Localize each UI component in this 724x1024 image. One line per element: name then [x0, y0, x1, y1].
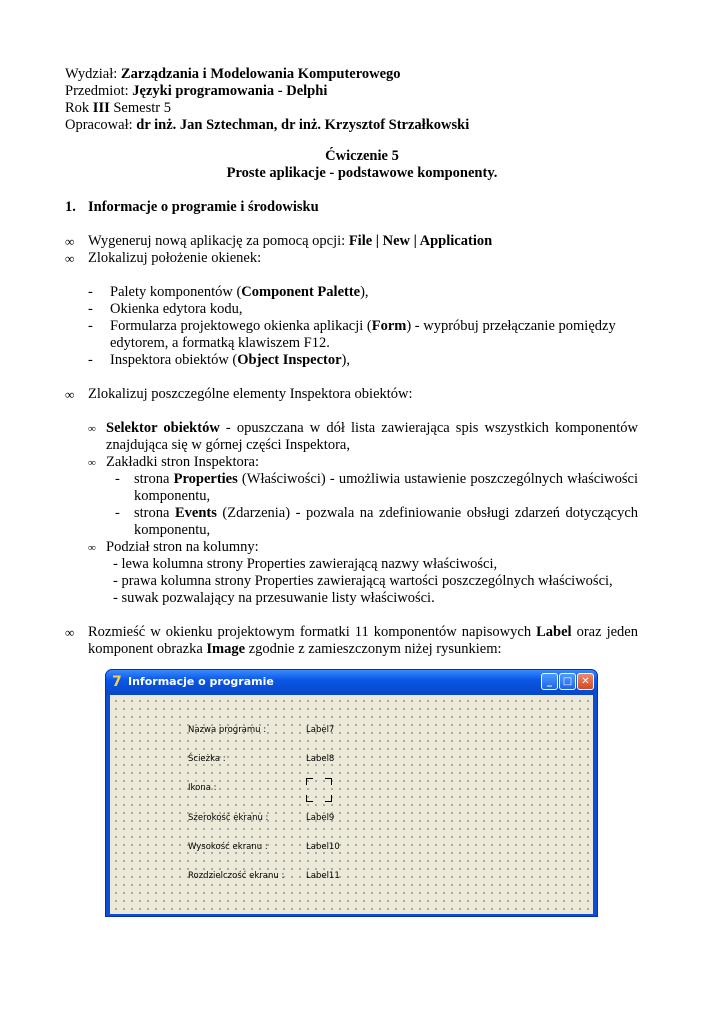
form-window-screenshot	[105, 669, 598, 917]
tabs-title: Zakładki stron Inspektora:	[106, 454, 260, 470]
subject-label: Przedmiot:	[65, 83, 133, 99]
bullet-icon: ∞	[65, 234, 75, 249]
subject-value: Języki programowania - Delphi	[132, 83, 328, 99]
faculty-line	[65, 66, 401, 83]
label-screen-height[interactable]: Wysokość ekranu :	[188, 842, 268, 852]
dash-marker: -	[88, 352, 93, 368]
bullet-icon: ∞	[65, 251, 75, 266]
bullet-icon: ∞	[88, 542, 96, 554]
form-titlebar[interactable]	[106, 670, 597, 695]
section-number: 1.	[65, 199, 76, 215]
dash-marker: -	[88, 284, 93, 300]
column-left: - lewa kolumna strony Properties zawierającą nazwy właściwości,	[113, 556, 498, 572]
label11[interactable]: Label11	[306, 871, 340, 881]
inspector-intro: Zlokalizuj poszczególne elementy Inspektora obiektów:	[88, 386, 413, 402]
maximize-button[interactable]: □	[559, 673, 576, 690]
label-program-name[interactable]: Nazwa programu :	[188, 725, 267, 735]
tab-properties-description: strona Properties (Właściwości) - umożliwia ustawienie poszczególnych właściwości komponentu,	[134, 471, 639, 504]
exercise-subtitle: Proste aplikacje - podstawowe komponenty.	[226, 165, 498, 181]
columns-title: Podział stron na kolumny:	[106, 539, 259, 555]
subject-line	[65, 83, 327, 100]
close-button[interactable]: ✕	[577, 673, 594, 690]
bullet-locate-windows: Zlokalizuj położenie okienek:	[88, 250, 262, 266]
form-title: Informacje o programie	[128, 675, 274, 688]
year-value: III	[92, 100, 110, 116]
label10[interactable]: Label10	[306, 842, 340, 852]
dash-marker: -	[115, 471, 120, 487]
label-icon[interactable]: Ikona :	[188, 783, 217, 793]
dash-marker: -	[88, 301, 93, 317]
label7[interactable]: Label7	[306, 725, 335, 735]
bullet-icon: ∞	[65, 387, 75, 402]
label-screen-width[interactable]: Szerokość ekranu :	[188, 813, 269, 823]
list-item-form-line2: edytorem, a formatką klawiszem F12.	[110, 335, 330, 351]
author-line	[65, 117, 469, 134]
list-item-component-palette: Palety komponentów (Component Palette),	[110, 284, 369, 300]
exercise-title: Ćwiczenie 5	[325, 148, 399, 164]
bullet-icon: ∞	[88, 457, 96, 469]
year-label: Rok	[65, 100, 93, 116]
tab-events-description: strona Events (Zdarzenia) - pozwala na zdefiniowanie obsługi zdarzeń dotyczących komponentu,	[134, 505, 639, 538]
semester-text: Semestr 5	[109, 100, 171, 116]
dash-marker: -	[88, 318, 93, 334]
bullet-generate-app: Wygeneruj nową aplikację za pomocą opcji: File | New | Application	[88, 233, 493, 249]
list-item-code-editor: Okienka edytora kodu,	[110, 301, 243, 317]
placement-instruction: Rozmieść w okienku projektowym formatki 11 komponentów napisowych Label oraz jeden komponent obrazka Image zgodnie z zamieszczonym niżej rysunkiem:	[88, 624, 638, 657]
column-scrollbar: - suwak pozwalający na przesuwanie listy właściwości.	[113, 590, 435, 606]
list-item-object-inspector: Inspektora obiektów (Object Inspector),	[110, 352, 351, 368]
faculty-value: Zarządzania i Modelowania Komputerowego	[120, 66, 401, 82]
author-label: Opracował:	[65, 117, 137, 133]
selector-description: Selektor obiektów - opuszczana w dół lista zawierająca spis wszystkich komponentów znajdująca się w górnej części Inspektora,	[106, 420, 638, 453]
form-design-grid[interactable]	[110, 695, 593, 914]
label-path[interactable]: Ścieżka :	[188, 754, 226, 764]
faculty-label: Wydział:	[65, 66, 121, 82]
delphi-app-icon: 7	[112, 674, 122, 690]
label-screen-resolution[interactable]: Rozdzielczość ekranu :	[188, 871, 285, 881]
dash-marker: -	[115, 505, 120, 521]
bullet-icon: ∞	[88, 423, 96, 435]
label8[interactable]: Label8	[306, 754, 335, 764]
author-value: dr inż. Jan Sztechman, dr inż. Krzysztof Strzałkowski	[136, 117, 470, 133]
section-heading: Informacje o programie i środowisku	[88, 199, 319, 215]
bullet-icon: ∞	[65, 625, 75, 640]
image-component[interactable]	[306, 778, 332, 802]
column-right: - prawa kolumna strony Properties zawierającą wartości poszczególnych właściwości,	[113, 573, 613, 589]
list-item-form: Formularza projektowego okienka aplikacji (Form) - wypróbuj przełączanie pomiędzy	[110, 318, 616, 334]
minimize-button[interactable]: _	[541, 673, 558, 690]
year-line	[65, 100, 171, 117]
label9[interactable]: Label9	[306, 813, 335, 823]
